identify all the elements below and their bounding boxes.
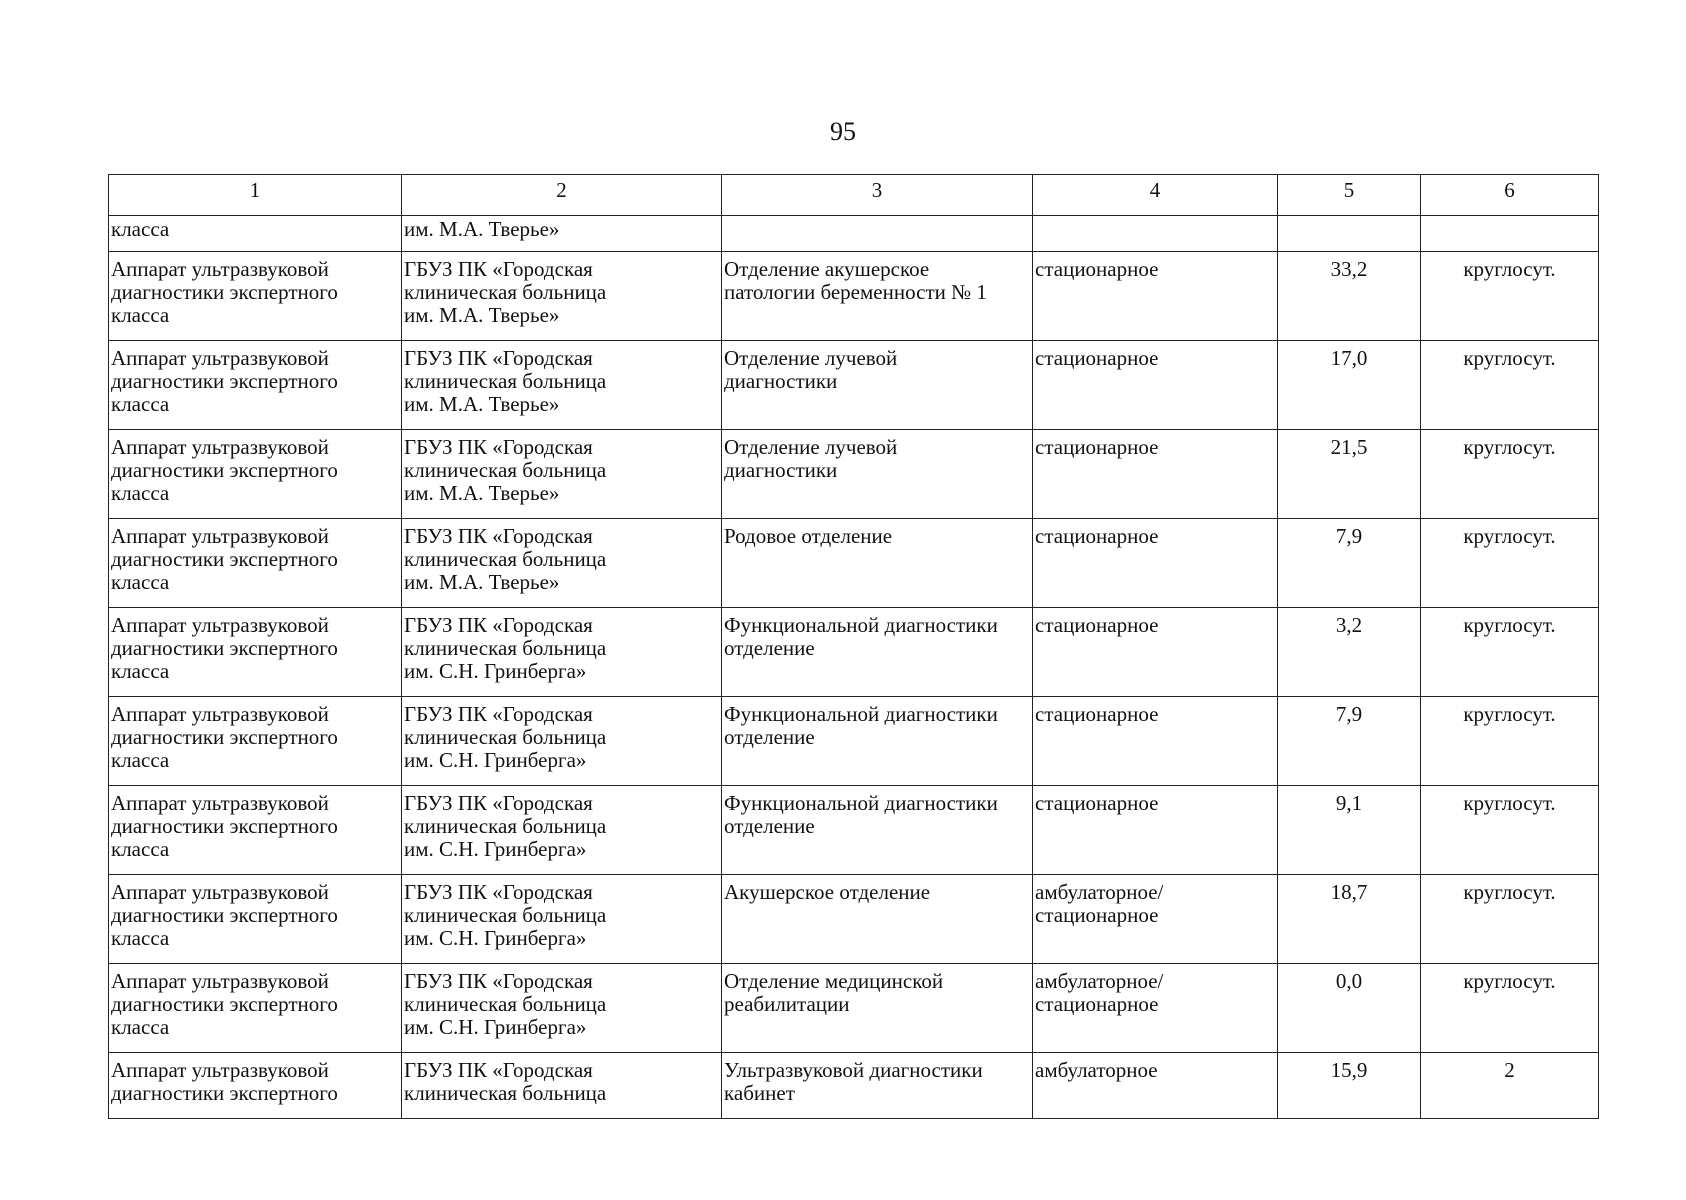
cell-line: Аппарат ультразвуковой — [111, 346, 329, 370]
load-value-cell: 9,1 — [1278, 786, 1421, 875]
department-cell — [722, 697, 1033, 786]
department-cell — [722, 608, 1033, 697]
work-mode-cell: круглосут. — [1421, 786, 1599, 875]
work-mode-cell: круглосут. — [1421, 608, 1599, 697]
institution-cell — [402, 519, 722, 608]
cell-line: ГБУЗ ПК «Городская — [404, 880, 593, 904]
department-cell — [722, 519, 1033, 608]
cell-line: Отделение медицинской — [724, 969, 944, 993]
work-mode-cell: круглосут. — [1421, 875, 1599, 964]
cell-line: класса — [111, 392, 170, 416]
care-type-cell — [1033, 1053, 1278, 1119]
work-mode-cell: круглосут. — [1421, 964, 1599, 1053]
cell-line: стационарное — [1035, 257, 1159, 281]
cell-line: амбулаторное/ — [1035, 969, 1164, 993]
cell-line: им. С.Н. Гринберга» — [404, 1015, 587, 1039]
department-cell — [722, 1053, 1033, 1119]
column-number: 4 — [1033, 175, 1278, 216]
cell-line: диагностики экспертного — [111, 992, 338, 1016]
equipment-name-cell — [109, 608, 402, 697]
care-type-cell — [1033, 608, 1278, 697]
equipment-name-cell — [109, 697, 402, 786]
institution-cell — [402, 608, 722, 697]
work-mode-cell: круглосут. — [1421, 341, 1599, 430]
cell-line: стационарное — [1035, 346, 1159, 370]
column-number: 2 — [402, 175, 722, 216]
institution-cell — [402, 430, 722, 519]
department-cell — [722, 341, 1033, 430]
care-type-cell — [1033, 430, 1278, 519]
work-mode-cell: 2 — [1421, 1053, 1599, 1119]
cell-line: Аппарат ультразвуковой — [111, 969, 329, 993]
cell-line: им. С.Н. Гринберга» — [404, 659, 587, 683]
institution-cell — [402, 697, 722, 786]
cell-line: диагностики экспертного — [111, 814, 338, 838]
table-cell: им. М.А. Тверье» — [402, 216, 722, 252]
cell-line: ГБУЗ ПК «Городская — [404, 257, 593, 281]
cell-line: диагностики экспертного — [111, 280, 338, 304]
care-type-cell — [1033, 875, 1278, 964]
cell-line: им. М.А. Тверье» — [404, 481, 560, 505]
cell-line: Родовое отделение — [724, 524, 893, 548]
cell-line: амбулаторное/ — [1035, 880, 1164, 904]
cell-line: Отделение лучевой — [724, 435, 898, 459]
institution-cell — [402, 786, 722, 875]
cell-line: клиническая больница — [404, 992, 607, 1016]
table-row — [109, 697, 1599, 786]
cell-line: Функциональной диагностики — [724, 613, 998, 637]
institution-cell — [402, 341, 722, 430]
cell-line: клиническая больница — [404, 725, 607, 749]
load-value-cell: 21,5 — [1278, 430, 1421, 519]
table-cell — [722, 216, 1033, 252]
load-value-cell: 3,2 — [1278, 608, 1421, 697]
cell-line: ГБУЗ ПК «Городская — [404, 435, 593, 459]
cell-line: диагностики экспертного — [111, 458, 338, 482]
department-cell — [722, 430, 1033, 519]
care-type-cell — [1033, 519, 1278, 608]
load-value-cell: 15,9 — [1278, 1053, 1421, 1119]
table-header-row — [109, 175, 1599, 216]
cell-line: стационарное — [1035, 702, 1159, 726]
cell-line: клиническая больница — [404, 1081, 607, 1105]
load-value-cell: 7,9 — [1278, 697, 1421, 786]
institution-cell — [402, 964, 722, 1053]
table-row — [109, 1053, 1599, 1119]
cell-line: диагностики — [724, 369, 838, 393]
table-cell — [1278, 216, 1421, 252]
cell-line: Акушерское отделение — [724, 880, 931, 904]
work-mode-cell: круглосут. — [1421, 430, 1599, 519]
load-value-cell: 0,0 — [1278, 964, 1421, 1053]
table-row — [109, 875, 1599, 964]
table-row — [109, 786, 1599, 875]
equipment-table — [108, 174, 1599, 1119]
equipment-name-cell — [109, 1053, 402, 1119]
cell-line: клиническая больница — [404, 280, 607, 304]
cell-line: Аппарат ультразвуковой — [111, 791, 329, 815]
cell-line: отделение — [724, 725, 815, 749]
cell-line: ГБУЗ ПК «Городская — [404, 613, 593, 637]
cell-line: класса — [111, 303, 170, 327]
cell-line: клиническая больница — [404, 547, 607, 571]
cell-line: ГБУЗ ПК «Городская — [404, 346, 593, 370]
equipment-name-cell — [109, 519, 402, 608]
care-type-cell — [1033, 786, 1278, 875]
table-row — [109, 341, 1599, 430]
cell-line: класса — [111, 748, 170, 772]
table-cell: класса — [109, 216, 402, 252]
cell-line: диагностики — [724, 458, 838, 482]
table-row — [109, 252, 1599, 341]
cell-line: отделение — [724, 636, 815, 660]
cell-line: ГБУЗ ПК «Городская — [404, 1058, 593, 1082]
cell-line: диагностики экспертного — [111, 636, 338, 660]
table-cell — [1421, 216, 1599, 252]
cell-line: класса — [111, 659, 170, 683]
cell-line: стационарное — [1035, 613, 1159, 637]
cell-line: им. М.А. Тверье» — [404, 303, 560, 327]
equipment-name-cell — [109, 252, 402, 341]
equipment-name-cell — [109, 430, 402, 519]
cell-line: амбулаторное — [1035, 1058, 1158, 1082]
department-cell — [722, 875, 1033, 964]
cell-line: Ультразвуковой диагностики — [724, 1058, 983, 1082]
cell-line: клиническая больница — [404, 636, 607, 660]
cell-line: Отделение акушерское — [724, 257, 930, 281]
continuation-row — [109, 216, 1599, 252]
column-number: 6 — [1421, 175, 1599, 216]
care-type-cell — [1033, 697, 1278, 786]
cell-line: ГБУЗ ПК «Городская — [404, 524, 593, 548]
cell-line: стационарное — [1035, 903, 1159, 927]
institution-cell — [402, 252, 722, 341]
cell-line: класса — [111, 837, 170, 861]
work-mode-cell: круглосут. — [1421, 519, 1599, 608]
institution-cell — [402, 1053, 722, 1119]
cell-line: клиническая больница — [404, 369, 607, 393]
cell-line: Аппарат ультразвуковой — [111, 1058, 329, 1082]
work-mode-cell: круглосут. — [1421, 252, 1599, 341]
cell-line: Функциональной диагностики — [724, 702, 998, 726]
work-mode-cell: круглосут. — [1421, 697, 1599, 786]
load-value-cell: 17,0 — [1278, 341, 1421, 430]
cell-line: им. М.А. Тверье» — [404, 570, 560, 594]
department-cell — [722, 786, 1033, 875]
column-number: 1 — [109, 175, 402, 216]
table-row — [109, 608, 1599, 697]
care-type-cell — [1033, 252, 1278, 341]
cell-line: Аппарат ультразвуковой — [111, 702, 329, 726]
cell-line: Аппарат ультразвуковой — [111, 435, 329, 459]
table-row — [109, 430, 1599, 519]
table-cell — [1033, 216, 1278, 252]
column-number: 5 — [1278, 175, 1421, 216]
department-cell — [722, 964, 1033, 1053]
care-type-cell — [1033, 964, 1278, 1053]
load-value-cell: 33,2 — [1278, 252, 1421, 341]
cell-line: Аппарат ультразвуковой — [111, 613, 329, 637]
column-number: 3 — [722, 175, 1033, 216]
cell-line: ГБУЗ ПК «Городская — [404, 969, 593, 993]
institution-cell — [402, 875, 722, 964]
cell-line: диагностики экспертного — [111, 903, 338, 927]
care-type-cell — [1033, 341, 1278, 430]
cell-line: клиническая больница — [404, 458, 607, 482]
cell-line: им. М.А. Тверье» — [404, 392, 560, 416]
cell-line: им. С.Н. Гринберга» — [404, 926, 587, 950]
cell-line: кабинет — [724, 1081, 795, 1105]
cell-line: Отделение лучевой — [724, 346, 898, 370]
cell-line: стационарное — [1035, 435, 1159, 459]
cell-line: ГБУЗ ПК «Городская — [404, 791, 593, 815]
department-cell — [722, 252, 1033, 341]
cell-line: клиническая больница — [404, 903, 607, 927]
cell-line: диагностики экспертного — [111, 369, 338, 393]
cell-line: класса — [111, 481, 170, 505]
load-value-cell: 18,7 — [1278, 875, 1421, 964]
cell-line: диагностики экспертного — [111, 547, 338, 571]
cell-line: стационарное — [1035, 992, 1159, 1016]
cell-line: им. С.Н. Гринберга» — [404, 748, 587, 772]
cell-line: им. С.Н. Гринберга» — [404, 837, 587, 861]
cell-line: класса — [111, 926, 170, 950]
cell-line: стационарное — [1035, 524, 1159, 548]
cell-line: диагностики экспертного — [111, 1081, 338, 1105]
cell-line: ГБУЗ ПК «Городская — [404, 702, 593, 726]
table-body — [109, 175, 1599, 1119]
page-number: 95 — [830, 117, 856, 146]
cell-line: отделение — [724, 814, 815, 838]
cell-line: Аппарат ультразвуковой — [111, 257, 329, 281]
equipment-name-cell — [109, 341, 402, 430]
equipment-name-cell — [109, 964, 402, 1053]
cell-line: Аппарат ультразвуковой — [111, 524, 329, 548]
cell-line: клиническая больница — [404, 814, 607, 838]
equipment-name-cell — [109, 786, 402, 875]
cell-line: Функциональной диагностики — [724, 791, 998, 815]
cell-line: патологии беременности № 1 — [724, 280, 987, 304]
cell-line: класса — [111, 570, 170, 594]
cell-line: Аппарат ультразвуковой — [111, 880, 329, 904]
cell-line: стационарное — [1035, 791, 1159, 815]
equipment-name-cell — [109, 875, 402, 964]
table-row — [109, 964, 1599, 1053]
table-row — [109, 519, 1599, 608]
load-value-cell: 7,9 — [1278, 519, 1421, 608]
cell-line: диагностики экспертного — [111, 725, 338, 749]
cell-line: класса — [111, 1015, 170, 1039]
cell-line: реабилитации — [724, 992, 850, 1016]
